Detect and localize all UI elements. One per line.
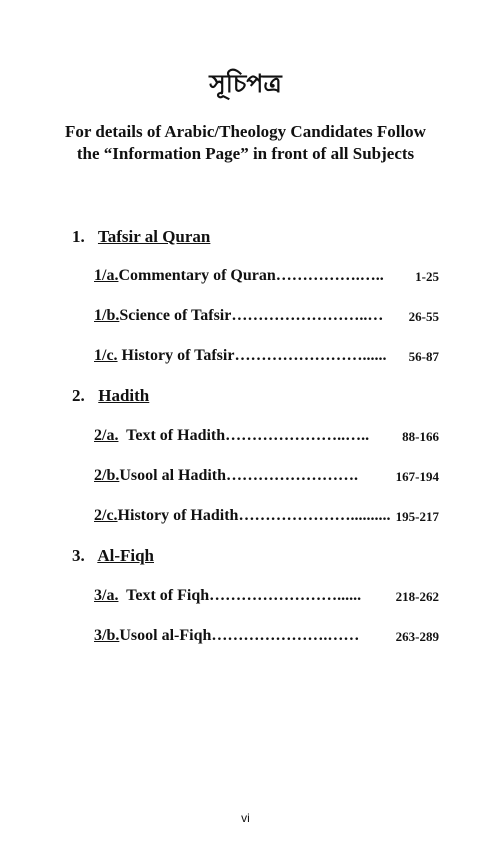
section-name: Al-Fiqh (97, 546, 154, 565)
section-name: Hadith (98, 386, 150, 405)
section-number: 1. (72, 227, 85, 246)
notice-line-1: For details of Arabic/Theology Candidates Follow (65, 122, 426, 141)
entry-title: Commentary of Quran (118, 267, 276, 284)
section-number: 3. (72, 546, 85, 565)
entry-code: 2/a. (94, 427, 119, 444)
page-title: সূচিপত্র (209, 69, 282, 98)
entry-pages: 167-194 (395, 469, 439, 484)
entry-code: 2/b. (94, 467, 120, 484)
section-heading (72, 546, 154, 566)
entry-pages: 263-289 (395, 629, 439, 644)
entry-leader: ……………………...... (234, 347, 387, 364)
toc-entry (94, 427, 439, 445)
entry-title: Usool al Hadith (119, 467, 227, 484)
entry-code: 1/b. (94, 307, 120, 324)
toc-entry (94, 307, 439, 325)
toc-entry (94, 347, 439, 365)
toc-entry (94, 507, 439, 525)
entry-leader: …………………..….. (225, 427, 370, 444)
entry-title: Text of Hadith (118, 427, 226, 444)
toc-entry (94, 467, 439, 485)
page-number: vi (241, 811, 250, 825)
entry-leader: ………………….…… (211, 627, 360, 644)
notice-line-2: the “Information Page” in front of all Subjects (76, 144, 415, 163)
entry-pages: 56-87 (408, 349, 439, 364)
entry-pages: 88-166 (402, 429, 439, 444)
section-heading (72, 386, 149, 406)
toc-entry (94, 267, 439, 285)
entry-title: History of Hadith (117, 507, 239, 524)
section-heading (72, 227, 210, 247)
entry-title: Text of Fiqh (118, 587, 210, 604)
entry-code: 3/a. (94, 587, 119, 604)
entry-code: 3/b. (94, 627, 120, 644)
entry-pages: 26-55 (408, 309, 439, 324)
entry-title: Usool al-Fiqh (119, 627, 212, 644)
toc-entry (94, 587, 439, 605)
section-name: Tafsir al Quran (97, 227, 211, 246)
entry-pages: 218-262 (395, 589, 439, 604)
entry-pages: 195-217 (395, 509, 439, 524)
entry-title: Science of Tafsir (119, 307, 232, 324)
entry-code: 2/c. (94, 507, 118, 524)
entry-code: 1/a. (94, 267, 119, 284)
entry-code: 1/c. (94, 347, 118, 364)
entry-leader: ………………….......... (238, 507, 391, 524)
entry-pages: 1-25 (415, 269, 439, 284)
toc-entry (94, 627, 439, 645)
entry-leader: ……………………...... (209, 587, 362, 604)
entry-leader: ……………………. (226, 467, 359, 484)
section-number: 2. (72, 386, 85, 405)
entry-leader: ……………………..… (231, 307, 384, 324)
entry-title: History of Tafsir (117, 347, 235, 364)
entry-leader: …………….….. (275, 267, 384, 284)
